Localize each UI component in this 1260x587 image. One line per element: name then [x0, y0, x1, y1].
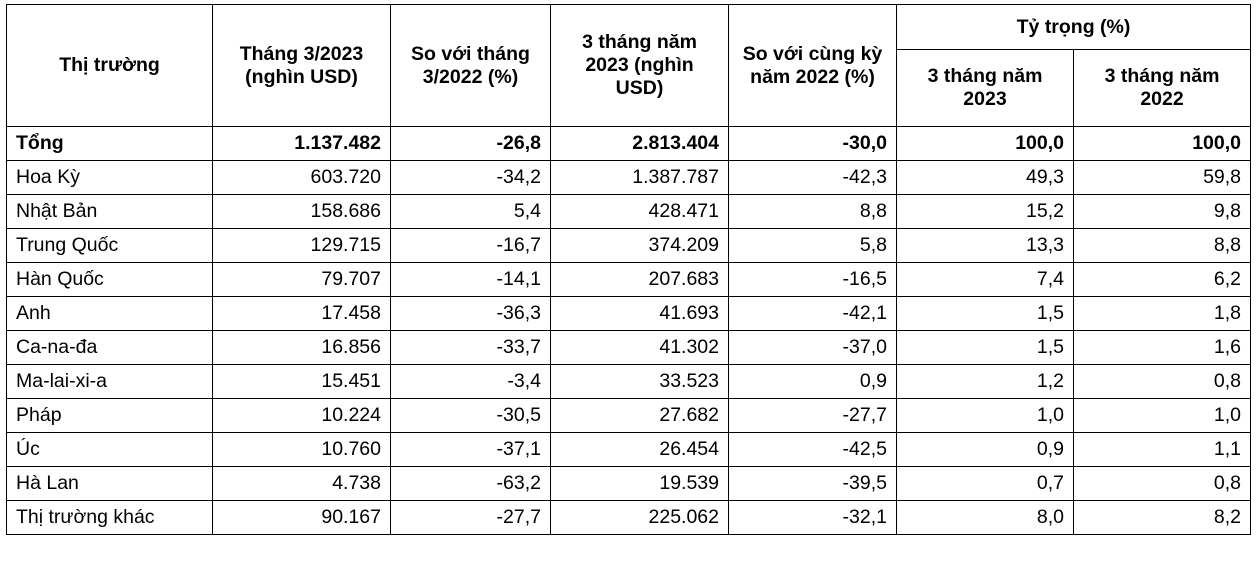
table-row: [7, 229, 1251, 263]
cell-market: Ca-na-đa: [7, 331, 213, 365]
cell-share-2022: 1,0: [1074, 399, 1251, 433]
cell-market: Thị trường khác: [7, 501, 213, 535]
table-row: [7, 433, 1251, 467]
cell-quarter-value: 19.539: [551, 467, 729, 501]
cell-month-compare: -16,7: [391, 229, 551, 263]
cell-quarter-compare: -42,3: [729, 161, 897, 195]
cell-quarter-value: 1.387.787: [551, 161, 729, 195]
cell-quarter-compare: -16,5: [729, 263, 897, 297]
cell-month-compare: -3,4: [391, 365, 551, 399]
cell-market: Úc: [7, 433, 213, 467]
cell-month-value: 17.458: [213, 297, 391, 331]
cell-quarter-value: 207.683: [551, 263, 729, 297]
cell-market: Anh: [7, 297, 213, 331]
cell-month-value: 1.137.482: [213, 127, 391, 161]
cell-month-compare: -26,8: [391, 127, 551, 161]
table-body: [7, 127, 1251, 535]
header-month-compare: So với tháng 3/2022 (%): [391, 5, 551, 127]
cell-quarter-compare: -39,5: [729, 467, 897, 501]
table-row: [7, 297, 1251, 331]
cell-quarter-compare: -37,0: [729, 331, 897, 365]
cell-share-2023: 7,4: [897, 263, 1074, 297]
header-month-value: Tháng 3/2023 (nghìn USD): [213, 5, 391, 127]
cell-market: Ma-lai-xi-a: [7, 365, 213, 399]
cell-month-value: 129.715: [213, 229, 391, 263]
cell-market: Trung Quốc: [7, 229, 213, 263]
cell-share-2022: 0,8: [1074, 365, 1251, 399]
cell-month-compare: -36,3: [391, 297, 551, 331]
cell-month-compare: -27,7: [391, 501, 551, 535]
cell-quarter-compare: -42,1: [729, 297, 897, 331]
table-row: [7, 195, 1251, 229]
cell-share-2022: 9,8: [1074, 195, 1251, 229]
table-row: [7, 467, 1251, 501]
cell-market: Nhật Bản: [7, 195, 213, 229]
cell-quarter-compare: 8,8: [729, 195, 897, 229]
cell-quarter-value: 27.682: [551, 399, 729, 433]
cell-month-compare: -37,1: [391, 433, 551, 467]
cell-month-compare: -33,7: [391, 331, 551, 365]
cell-month-value: 603.720: [213, 161, 391, 195]
table-row: [7, 399, 1251, 433]
cell-quarter-value: 2.813.404: [551, 127, 729, 161]
cell-share-2023: 13,3: [897, 229, 1074, 263]
cell-quarter-value: 41.302: [551, 331, 729, 365]
cell-quarter-value: 26.454: [551, 433, 729, 467]
cell-share-2022: 100,0: [1074, 127, 1251, 161]
cell-quarter-value: 41.693: [551, 297, 729, 331]
cell-share-2022: 1,6: [1074, 331, 1251, 365]
header-quarter-value: 3 tháng năm 2023 (nghìn USD): [551, 5, 729, 127]
table-header: [7, 5, 1251, 127]
cell-quarter-compare: 0,9: [729, 365, 897, 399]
cell-quarter-compare: 5,8: [729, 229, 897, 263]
cell-share-2023: 1,2: [897, 365, 1074, 399]
table-row: [7, 501, 1251, 535]
cell-month-value: 90.167: [213, 501, 391, 535]
cell-month-compare: -34,2: [391, 161, 551, 195]
table-row: [7, 263, 1251, 297]
cell-quarter-value: 374.209: [551, 229, 729, 263]
export-markets-table: [6, 4, 1251, 535]
table-row: [7, 331, 1251, 365]
cell-month-compare: -30,5: [391, 399, 551, 433]
cell-share-2022: 59,8: [1074, 161, 1251, 195]
cell-month-compare: 5,4: [391, 195, 551, 229]
table-row: [7, 127, 1251, 161]
cell-share-2022: 8,2: [1074, 501, 1251, 535]
table-container: [0, 4, 1260, 535]
cell-share-2023: 1,5: [897, 331, 1074, 365]
cell-share-2022: 1,8: [1074, 297, 1251, 331]
cell-share-2023: 1,0: [897, 399, 1074, 433]
cell-market: Pháp: [7, 399, 213, 433]
header-share-2022: 3 tháng năm 2022: [1074, 50, 1251, 127]
cell-share-2023: 15,2: [897, 195, 1074, 229]
cell-market: Hà Lan: [7, 467, 213, 501]
cell-month-value: 158.686: [213, 195, 391, 229]
cell-share-2022: 0,8: [1074, 467, 1251, 501]
cell-market: Hàn Quốc: [7, 263, 213, 297]
cell-market: Hoa Kỳ: [7, 161, 213, 195]
cell-month-compare: -63,2: [391, 467, 551, 501]
cell-share-2022: 6,2: [1074, 263, 1251, 297]
cell-share-2022: 1,1: [1074, 433, 1251, 467]
cell-quarter-compare: -27,7: [729, 399, 897, 433]
cell-market: Tổng: [7, 127, 213, 161]
cell-quarter-value: 428.471: [551, 195, 729, 229]
cell-share-2023: 0,9: [897, 433, 1074, 467]
cell-month-value: 16.856: [213, 331, 391, 365]
cell-share-2023: 8,0: [897, 501, 1074, 535]
cell-quarter-compare: -42,5: [729, 433, 897, 467]
cell-quarter-value: 33.523: [551, 365, 729, 399]
header-share-2023: 3 tháng năm 2023: [897, 50, 1074, 127]
cell-month-value: 79.707: [213, 263, 391, 297]
cell-share-2022: 8,8: [1074, 229, 1251, 263]
cell-month-value: 10.224: [213, 399, 391, 433]
cell-quarter-compare: -32,1: [729, 501, 897, 535]
header-share-group: Tỷ trọng (%): [897, 5, 1251, 50]
header-market: Thị trường: [7, 5, 213, 127]
cell-share-2023: 1,5: [897, 297, 1074, 331]
table-row: [7, 365, 1251, 399]
cell-month-value: 4.738: [213, 467, 391, 501]
cell-quarter-value: 225.062: [551, 501, 729, 535]
cell-quarter-compare: -30,0: [729, 127, 897, 161]
cell-share-2023: 0,7: [897, 467, 1074, 501]
cell-share-2023: 49,3: [897, 161, 1074, 195]
cell-month-value: 15.451: [213, 365, 391, 399]
cell-share-2023: 100,0: [897, 127, 1074, 161]
header-row-top: [7, 5, 1251, 50]
table-row: [7, 161, 1251, 195]
cell-month-value: 10.760: [213, 433, 391, 467]
cell-month-compare: -14,1: [391, 263, 551, 297]
header-quarter-compare: So với cùng kỳ năm 2022 (%): [729, 5, 897, 127]
